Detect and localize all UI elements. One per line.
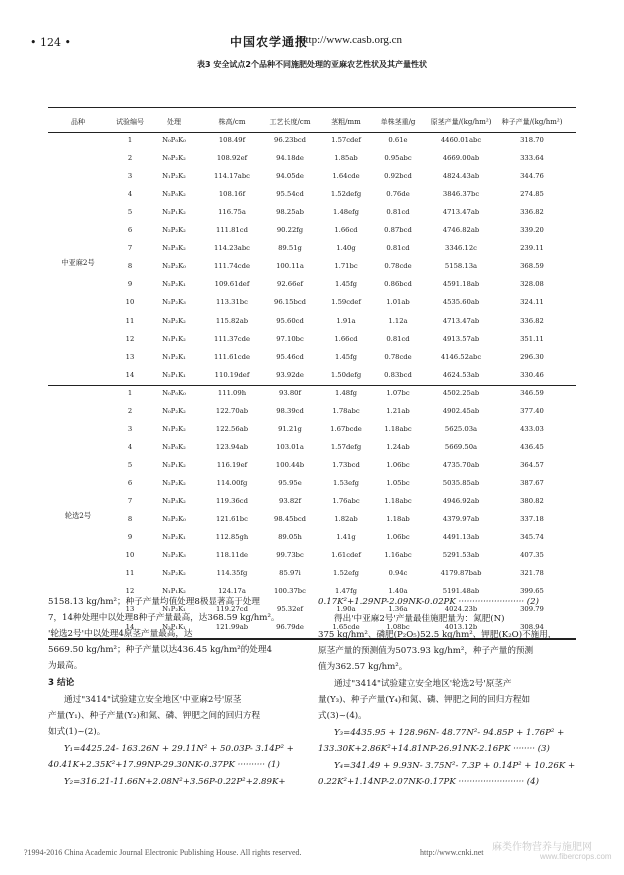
table-cell: 9: [127, 280, 133, 289]
table-cell: 109.61def: [214, 280, 250, 289]
table-cell: 351.11: [520, 334, 544, 343]
table-cell: 0.81cd: [386, 334, 410, 343]
paragraph-line: 5158.13 kg/hm²；种子产量均值处理8极显著高于处理: [48, 597, 260, 607]
table-cell: N₀P₀K₀: [162, 388, 186, 397]
table-cell: 12: [125, 587, 135, 596]
table-cell: 436.45: [520, 442, 544, 451]
table-cell: 1.90a: [336, 605, 356, 614]
table-cell: 108.92ef: [216, 154, 248, 163]
table-cell: 4535.60ab: [442, 298, 480, 307]
table-cell: 119.27cd: [216, 605, 248, 614]
table-cell: 324.11: [520, 298, 544, 307]
table-cell: 7: [127, 497, 133, 505]
table-cell: 0.78cde: [384, 352, 412, 361]
table-cell: 100.37bc: [274, 587, 306, 596]
table-cell: 1: [127, 388, 133, 397]
table-cell: 1.52efg: [332, 569, 360, 578]
table-title: 表3 安全试点2个品种不同施肥处理的亚麻农艺性状及其产量性状: [197, 60, 427, 69]
table-cell: 111.37cde: [214, 334, 250, 343]
table-cell: N₀P₂K₂: [162, 154, 186, 163]
table-cell: 9: [127, 533, 133, 542]
table-cell: 4: [127, 442, 133, 451]
table-cell: 0.81cd: [386, 244, 410, 253]
table-cell: 89.51g: [278, 244, 302, 253]
table-cell: 1.07bc: [386, 388, 410, 397]
table-cell: 96.15bcd: [274, 298, 306, 307]
table-cell: N₂P₂K₁: [162, 533, 186, 542]
equation-2-line-1: Y₂=316.21-11.66N+2.08N²+3.56P-0.22P²+2.89K+: [64, 777, 286, 787]
table-cell: 1.08bc: [386, 623, 410, 632]
table-cell: 1.45fg: [334, 352, 358, 361]
table-cell: 1.71bc: [334, 262, 358, 271]
table-cell: 124.17a: [218, 587, 246, 596]
table-cell: 5158.13a: [444, 262, 478, 271]
table-cell: N₁P₁K₂: [162, 334, 186, 343]
table-cell: 14: [125, 623, 135, 632]
table-cell: 90.22fg: [276, 226, 304, 235]
paragraph-line: 375 kg/hm²、磷肥(P₂O₅)52.5 kg/hm²、钾肥(K₂O)不施用，: [318, 630, 557, 640]
table-cell: 4013.12b: [444, 623, 478, 632]
table-cell: 122.70ab: [215, 406, 249, 415]
table-cell: 1.52defg: [330, 190, 362, 199]
table-cell: 4379.97ab: [442, 515, 480, 524]
paragraph-line: 得出'中亚麻2号'产量最佳施肥量为：氮肥(N): [334, 614, 505, 624]
table-cell: 1.21ab: [386, 406, 410, 415]
table-cell: 1.16abc: [384, 551, 412, 560]
table-cell: 116.19ef: [216, 460, 248, 469]
table-cell: 11: [125, 569, 135, 578]
paragraph-line: 如式(1)~(2)。: [48, 727, 106, 737]
table-cell: 113.31bc: [216, 298, 248, 307]
table-cell: 308.94: [520, 623, 544, 632]
table-cell: 5669.50a: [444, 442, 478, 451]
table-cell: 337.18: [520, 515, 544, 524]
table-cell: 5291.53ab: [442, 551, 480, 560]
table-cell: 2: [127, 406, 133, 415]
table-cell: 14: [125, 370, 135, 379]
table-cell: 0.95abc: [384, 154, 412, 163]
table-cell: 0.83bcd: [384, 370, 412, 379]
table-cell: 96.23bcd: [274, 136, 306, 144]
table-cell: 1.66cd: [334, 226, 358, 235]
table-cell: 108.16f: [218, 190, 246, 199]
paragraph-line: 原茎产量的预测值为5073.93 kg/hm²，种子产量的预测: [318, 646, 534, 656]
table-cell: 1.40g: [336, 244, 356, 253]
table-cell: 95.95e: [278, 478, 302, 487]
table-cell: 1.65cde: [332, 623, 360, 632]
table-cell: 4902.45ab: [442, 406, 480, 415]
table-cell: 114.17abc: [214, 172, 250, 181]
table-cell: 1.48fg: [334, 388, 358, 397]
table-cell: 4: [127, 190, 133, 199]
table-cell: 1.67bcde: [330, 424, 362, 433]
table-cell: 330.46: [520, 370, 544, 379]
equation-1-line-2: 40.41K+2.35K²+17.99NP-29.30NK-0.37PK ·········· (1): [48, 760, 280, 770]
table-cell: 1.18abc: [384, 424, 412, 433]
table-cell: 100.11a: [276, 262, 304, 271]
table-cell: 2: [127, 154, 133, 163]
table-cell: 0.94c: [388, 569, 408, 578]
table-cell: 4824.43ab: [442, 172, 480, 181]
table-cell: N₂P₂K₁: [162, 280, 186, 289]
paragraph-line: 通过"3414"试验建立安全地区'轮选2号'原茎产: [334, 679, 512, 689]
paragraph-line: 产量(Y₁)、种子产量(Y₂)和氮、磷、钾肥之间的回归方程: [48, 711, 261, 721]
table-cell: N₀P₀K₀: [162, 136, 186, 144]
table-cell: 95.32ef: [277, 605, 303, 614]
table-cell: 12: [125, 334, 135, 343]
table-cell: 1.45fg: [334, 280, 358, 289]
table-cell: 110.19def: [214, 370, 250, 379]
table-cell: 407.35: [520, 551, 544, 560]
table-cell: 336.82: [520, 208, 544, 217]
table-cell: 5035.85ab: [442, 478, 480, 487]
table-cell: 1.78abc: [332, 406, 360, 415]
table-cell: 114.23abc: [214, 244, 250, 253]
table-cell: 1.47fg: [334, 587, 358, 596]
table-cell: 364.57: [520, 460, 544, 469]
table-cell: 10: [125, 551, 135, 560]
table-cell: 3: [127, 172, 133, 181]
table-cell: N₂P₂K₀: [162, 515, 186, 524]
table-cell: 89.05h: [278, 533, 302, 542]
table-cell: 333.64: [520, 154, 544, 163]
table-cell: 93.82f: [279, 497, 301, 505]
column-header: 茎粗/mm: [331, 118, 361, 126]
watermark-url: www.fibercrops.com: [540, 852, 612, 861]
table-cell: 1.18ab: [386, 515, 410, 524]
table-cell: N₂P₁K₂: [162, 208, 186, 217]
table-cell: 368.59: [520, 262, 544, 271]
table-cell: 309.79: [520, 605, 544, 614]
table-header-rule: [48, 132, 576, 133]
table-cell: 1.41g: [336, 533, 356, 542]
table-cell: 0.76de: [386, 190, 410, 199]
table-cell: 1.64cde: [332, 172, 360, 181]
table-cell: 111.09h: [217, 388, 247, 397]
table-cell: N₂P₀K₂: [162, 442, 186, 451]
table-cell: 0.86bcd: [384, 280, 412, 289]
table-cell: 0.87bcd: [384, 226, 412, 235]
table-cell: 239.11: [520, 244, 544, 253]
table-cell: 111.61cde: [214, 352, 250, 361]
table-cell: 4713.47ab: [442, 316, 480, 325]
table-cell: 111.74cde: [214, 262, 250, 271]
table-cell: 116.75a: [218, 208, 246, 217]
table-cell: N₂P₁K₁: [162, 370, 186, 379]
table-cell: 4735.70ab: [442, 460, 480, 469]
table-cell: 1.66cd: [334, 334, 358, 343]
paragraph-line: 式(3)~(4)。: [318, 711, 367, 721]
table-cell: 0.81cd: [386, 208, 410, 217]
copyright-footer: ?1994-2016 China Academic Journal Electronic Publishing House. All rights reserved.: [24, 848, 302, 857]
table-cell: 111.81cd: [216, 226, 248, 235]
table-cell: 5191.48ab: [442, 587, 480, 596]
table-cell: 85.97i: [279, 569, 301, 578]
table-cell: 1.01ab: [386, 298, 410, 307]
table-cell: N₃P₂K₂: [162, 569, 186, 578]
table-cell: 0.61e: [388, 136, 408, 144]
table-cell: 339.20: [520, 226, 544, 235]
table-cell: N₂P₂K₃: [162, 298, 186, 307]
table-cell: 93.92de: [276, 370, 304, 379]
table-cell: 1.57defg: [330, 442, 362, 451]
table-cell: 4946.92ab: [442, 497, 480, 505]
table-cell: 4591.18ab: [442, 280, 480, 289]
table-cell: 95.60cd: [276, 316, 304, 325]
table-cell: 1.06bc: [386, 533, 410, 542]
table-cell: 1.40a: [388, 587, 408, 596]
table-cell: 115.82ab: [215, 316, 249, 325]
paragraph-line: 量(Y₃)、种子产量(Y₄)和氮、磷、钾肥之间的回归方程如: [318, 695, 531, 705]
table-cell: 380.82: [520, 497, 544, 505]
table-cell: 1.85ab: [334, 154, 358, 163]
table-cell: 1.76abc: [332, 497, 360, 505]
column-header: 原茎产量/(kg/hm²): [430, 118, 492, 126]
table-cell: N₂P₃K₂: [162, 497, 186, 505]
table-cell: 121.99ab: [215, 623, 249, 632]
table-cell: 377.40: [520, 406, 544, 415]
table-cell: 321.78: [520, 569, 544, 578]
section-heading: 3 结论: [48, 678, 75, 688]
table-cell: 399.65: [520, 587, 544, 596]
table-cell: 99.73bc: [276, 551, 304, 560]
table-cell: 93.80f: [279, 388, 301, 397]
group-separator-rule: [48, 385, 576, 386]
table-cell: 4460.01abc: [440, 136, 482, 144]
table-cell: 346.59: [520, 388, 544, 397]
table-cell: N₂P₂K₀: [162, 262, 186, 271]
table-cell: N₀P₂K₂: [162, 406, 186, 415]
table-cell: 387.67: [520, 478, 544, 487]
table-cell: 114.35fg: [216, 569, 248, 578]
column-header: 种子产量/(kg/hm²): [501, 118, 563, 126]
column-header: 试验编号: [116, 118, 144, 126]
column-header: 处理: [167, 118, 181, 126]
table-cell: N₁P₁K₂: [162, 587, 186, 596]
equation-4-line-2: 0.22K²+1.14NP-2.07NK-0.17PK ························ (4): [318, 777, 539, 787]
variety-label: 轮选2号: [64, 511, 92, 521]
table-cell: 97.10bc: [276, 334, 304, 343]
table-cell: 318.70: [520, 136, 544, 144]
table-cell: 344.76: [520, 172, 544, 181]
table-cell: 345.74: [520, 533, 544, 542]
equation-2-line-2: 0.17K²+1.29NP-2.09NK-0.02PK ························ (2): [318, 597, 539, 607]
table-cell: 4491.13ab: [442, 533, 480, 542]
table-cell: 336.82: [520, 316, 544, 325]
table-cell: 1.61cdef: [331, 551, 361, 560]
table-cell: 92.66ef: [277, 280, 303, 289]
table-cell: 122.56ab: [215, 424, 249, 433]
column-header: 单株茎重/g: [380, 118, 416, 126]
table-cell: N₁P₂K₁: [162, 605, 186, 614]
table-cell: N₂P₃K₂: [162, 244, 186, 253]
table-top-rule: [48, 107, 576, 108]
table-cell: 4913.57ab: [442, 334, 480, 343]
table-cell: 96.79de: [276, 623, 304, 632]
table-cell: 4746.82ab: [442, 226, 480, 235]
journal-title: 中国农学通报: [230, 35, 309, 49]
table-cell: N₃P₂K₂: [162, 316, 186, 325]
table-cell: 1.82ab: [334, 515, 358, 524]
table-cell: 1: [127, 136, 133, 144]
table-cell: 4502.25ab: [442, 388, 480, 397]
table-cell: 1.91a: [336, 316, 356, 325]
table-cell: N₂P₀K₂: [162, 190, 186, 199]
table-cell: 95.46cd: [276, 352, 304, 361]
paragraph-line: 7，14种处理中以处理8种子产量最高，达368.59 kg/hm²。: [48, 613, 280, 623]
table-cell: N₂P₁K₂: [162, 460, 186, 469]
table-cell: 1.06bc: [386, 460, 410, 469]
table-cell: 1.24ab: [386, 442, 410, 451]
page-number: • 124 •: [30, 36, 71, 49]
table-cell: 3: [127, 424, 133, 433]
table-cell: 94.18de: [276, 154, 304, 163]
table-cell: 98.45bcd: [274, 515, 306, 524]
table-cell: 13: [125, 352, 135, 361]
table-cell: 433.03: [520, 424, 544, 433]
table-cell: 11: [125, 316, 135, 325]
table-cell: 5625.03a: [444, 424, 478, 433]
table-cell: 7: [127, 244, 133, 253]
table-cell: N₁P₂K₁: [162, 352, 186, 361]
table-cell: 8: [127, 515, 133, 524]
column-header: 品种: [71, 118, 85, 126]
table-cell: 1.05bc: [386, 478, 410, 487]
table-cell: 328.08: [520, 280, 544, 289]
table-cell: 121.61bc: [216, 515, 248, 524]
table-cell: 13: [125, 605, 135, 614]
table-cell: N₂P₂K₃: [162, 551, 186, 560]
table-cell: N₂P₁K₁: [162, 623, 186, 632]
table-cell: N₁P₂K₂: [162, 172, 186, 181]
table-cell: 4024.23b: [444, 605, 478, 614]
table-cell: 94.05de: [276, 172, 304, 181]
table-cell: 1.53efg: [332, 478, 360, 487]
table-cell: 119.36cd: [216, 497, 248, 505]
journal-url: http://www.casb.org.cn: [300, 34, 403, 46]
table-cell: 112.85gh: [215, 533, 249, 542]
table-cell: 4624.53ab: [442, 370, 480, 379]
column-header: 工艺长度/cm: [269, 118, 311, 126]
table-cell: N₂P₂K₂: [162, 478, 186, 487]
table-cell: 5: [127, 460, 133, 469]
table-cell: 1.73bcd: [332, 460, 360, 469]
table-cell: N₂P₂K₂: [162, 226, 186, 235]
table-cell: 100.44b: [275, 460, 305, 469]
equation-3-line-1: Y₃=4435.95 + 128.96N- 48.77N²- 94.85P + 1.76P² +: [334, 728, 565, 738]
table-cell: 98.25ab: [276, 208, 304, 217]
equation-3-line-2: 133.30K+2.86K²+14.81NP-26.91NK-2.16PK ········ (3): [318, 744, 550, 754]
paragraph-line: 为最高。: [48, 661, 83, 671]
table-cell: 4713.47ab: [442, 208, 480, 217]
table-cell: 118.11de: [215, 551, 249, 560]
table-cell: 4179.87bab: [440, 569, 482, 578]
table-cell: 1.36a: [388, 605, 408, 614]
table-cell: 114.00fg: [216, 478, 248, 487]
table-cell: 123.94ab: [215, 442, 249, 451]
watermark-text: 麻类作物营养与施肥网: [492, 842, 592, 853]
table-cell: 4146.52abc: [440, 352, 482, 361]
column-header: 株高/cm: [218, 118, 246, 126]
table-cell: 1.48efg: [332, 208, 360, 217]
table-cell: 274.85: [520, 190, 544, 199]
footer-url[interactable]: http://www.cnki.net: [420, 848, 484, 857]
equation-4-line-1: Y₄=341.49 + 9.93N- 3.75N²- 7.3P + 0.14P² + 10.26K +: [334, 761, 576, 771]
paragraph-line: '轮选2号'中以处理4原茎产量最高，达: [48, 629, 193, 639]
paragraph-line: 值为362.57 kg/hm²。: [318, 662, 408, 672]
table-cell: 0.92bcd: [384, 172, 412, 181]
table-cell: 1.59cdef: [331, 298, 361, 307]
equation-1-line-1: Y₁=4425.24- 163.26N + 29.11N² + 50.03P- 3.14P² +: [64, 744, 294, 754]
table-cell: 8: [127, 262, 133, 271]
table-cell: 103.01a: [276, 442, 304, 451]
table-cell: 296.30: [520, 352, 544, 361]
table-cell: 3846.37bc: [442, 190, 480, 199]
table-cell: 95.54cd: [276, 190, 304, 199]
table-cell: 10: [125, 298, 135, 307]
table-cell: N₁P₂K₂: [162, 424, 186, 433]
table-cell: 0.78cde: [384, 262, 412, 271]
table-cell: 1.57cdef: [331, 136, 361, 144]
paragraph-line: 通过"3414"试验建立安全地区'中亚麻2号'原茎: [64, 695, 242, 705]
table-cell: 91.21g: [278, 424, 302, 433]
table-cell: 3346.12c: [445, 244, 477, 253]
variety-label: 中亚麻2号: [61, 258, 95, 268]
table-cell: 1.12a: [388, 316, 408, 325]
paragraph-line: 5669.50 kg/hm²；种子产量以达436.45 kg/hm²的处理4: [48, 645, 272, 655]
table-cell: 98.39cd: [276, 406, 304, 415]
table-cell: 108.49f: [218, 136, 246, 144]
table-cell: 6: [127, 226, 133, 235]
table-cell: 1.50defg: [330, 370, 362, 379]
table-cell: 1.18abc: [384, 497, 412, 505]
table-cell: 5: [127, 208, 133, 217]
table-cell: 6: [127, 478, 133, 487]
table-cell: 4669.00ab: [442, 154, 480, 163]
